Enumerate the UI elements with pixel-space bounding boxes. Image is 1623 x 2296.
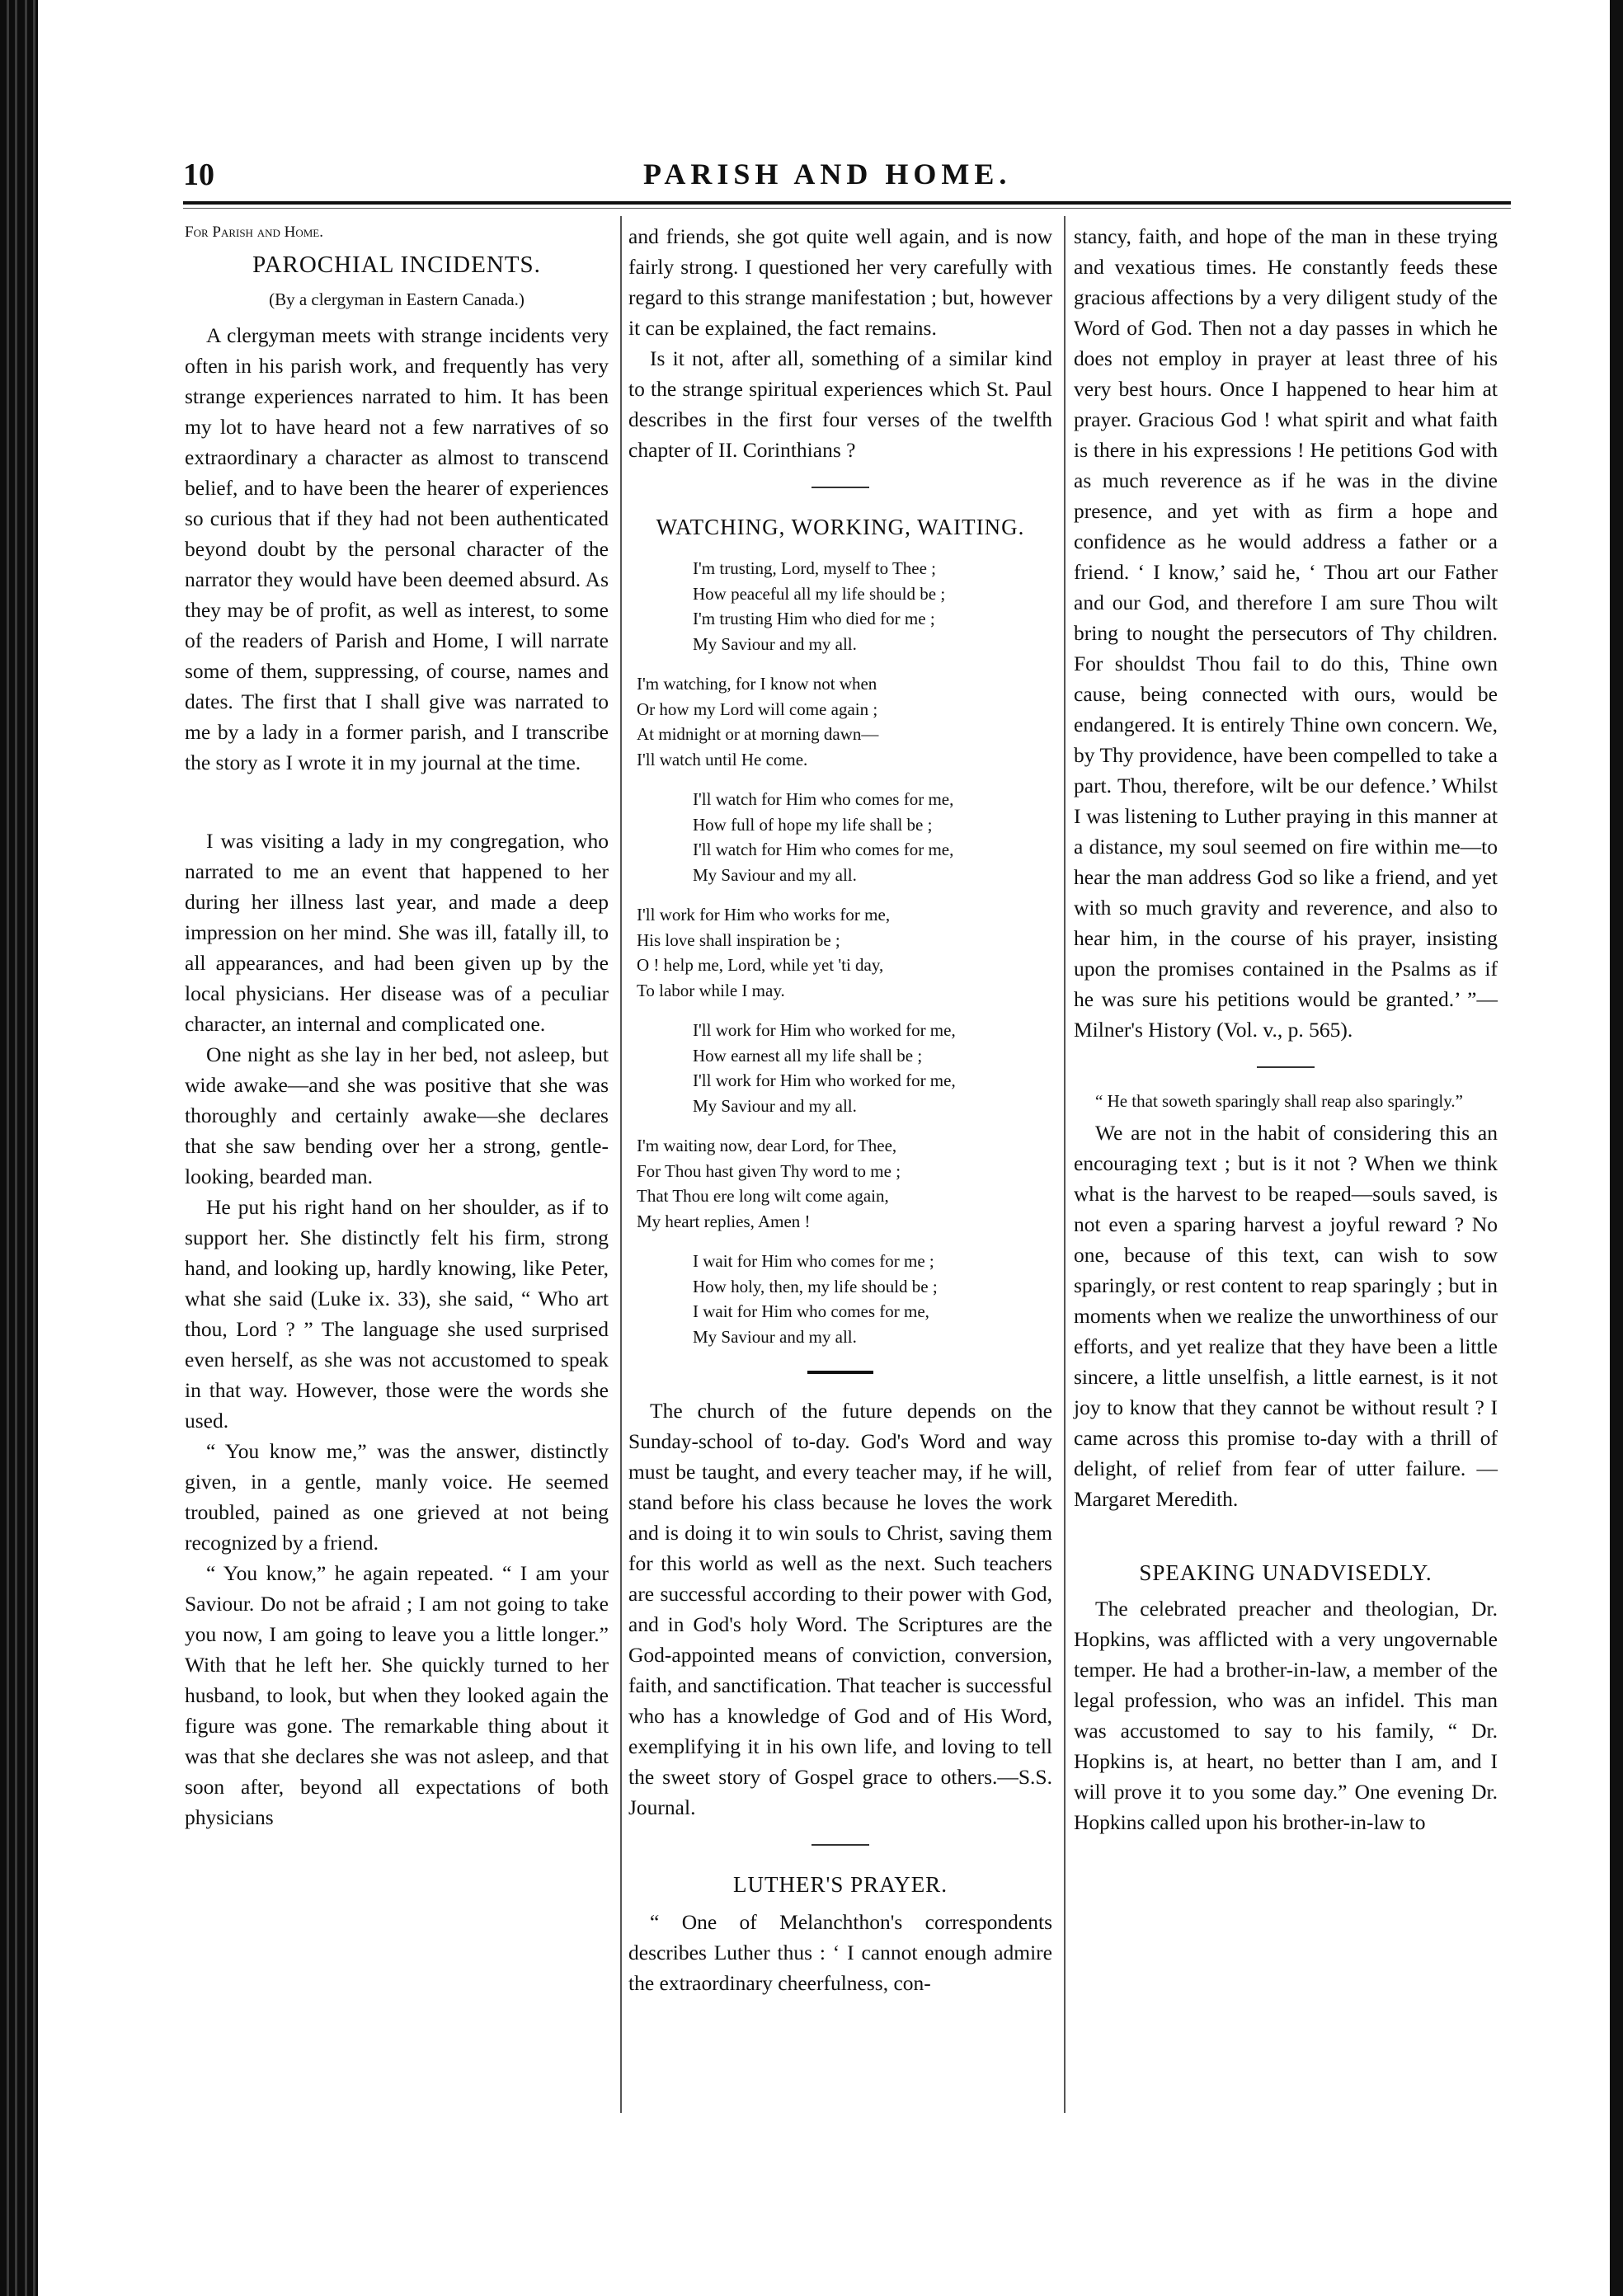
column-rule-1: [620, 216, 622, 2113]
poem-stanza: I'm watching, for I know not when Or how my Lord will come again ; At midnight or at morning dawn— I'll watch until He come.: [637, 674, 879, 769]
article-title: PAROCHIAL INCIDENTS.: [252, 252, 541, 278]
paragraph: Is it not, after all, something of a similar kind to the strange spiritual experiences which St. Paul describes in the first four verses of the twelfth chapter of II. Corinthians ?: [628, 346, 1052, 462]
column-2: [628, 221, 1052, 1998]
poem-stanza: I'm waiting now, dear Lord, for Thee, For Thou hast given Thy word to me ; That Thou ere long wilt come again, My heart replies, Amen !: [637, 1136, 901, 1231]
article-source: For Parish and Home.: [185, 223, 323, 241]
section-divider: [807, 1371, 873, 1374]
scan-binding-edge: [0, 0, 38, 2296]
poem-title: WATCHING, WORKING, WAITING.: [656, 515, 1025, 539]
article-subtitle: (By a clergyman in Eastern Canada.): [269, 289, 525, 309]
running-head: PARISH AND HOME.: [643, 158, 1012, 191]
section-divider: [1257, 1066, 1315, 1068]
paragraph: I was visiting a lady in my congregation, who narrated to me an event that happened to her during her illness last year, and made a deep impression on her mind. She was ill, fatally ill, to all appearances, and had been given up by the local physicians. Her disease was of a peculiar character, an internal and complicated one.: [185, 829, 609, 1036]
page-number: 10: [183, 158, 214, 192]
paragraph: The celebrated preacher and theologian, Dr. Hopkins, was afflicted with a very ungovernable temper. He had a brother-in-law, a member of the legal profession, who was an infidel. This man was accustomed to say to his family, “ Dr. Hopkins is, at heart, no better than I am, and I will prove it to you some day.” One evening Dr. Hopkins called upon his brother-in-law to: [1074, 1597, 1498, 1834]
section-divider: [812, 487, 869, 488]
scan-right-edge: [1610, 0, 1623, 2296]
column-1: [185, 221, 609, 1833]
column-3: [1074, 221, 1498, 1837]
poem-stanza: I'll watch for Him who comes for me, How full of hope my life shall be ; I'll watch for Him who comes for me, My Saviour and my all.: [693, 789, 954, 885]
paragraph: The church of the future depends on the Sunday-school of to-day. God's Word and way must be taught, and every teacher may, if he will, stand before his class because he loves the work and is doing it to win souls to Christ, saving them for this world as well as the next. Such teachers are successful according to their power with God, and in God's holy Word. The Scriptures are the God-appointed means of conviction, conversion, faith, and sanctification. That teacher is successful who has a knowledge of God and of His Word, exemplifying it in his own life, and loving to tell the sweet story of Gospel grace to others.—S.S. Journal.: [628, 1399, 1052, 1819]
paragraph: One night as she lay in her bed, not asleep, but wide awake—and she was positive that she was thoroughly and certainly awake—she declares that she saw bending over her a strong, gentle-looking, bearded man.: [185, 1042, 609, 1188]
paragraph: A clergyman meets with strange incidents very often in his parish work, and frequently has very strange experiences narrated to him. It has been my lot to have heard not a few narratives of so extraordinary a character as almost to transcend belief, and to have been the hearer of experiences so curious that if they had not been authenticated beyond doubt by the personal character of the narrator they would have been deemed absurd. As they may be of profit, as well as interest, to some of the readers of Parish and Home, I will narrate some of them, suppressing, of course, names and dates. The first that I shall give was narrated to me by a lady in a former parish, and I transcribe the story as I wrote it in my journal at the time.: [185, 323, 609, 774]
column-rule-2: [1064, 216, 1066, 2113]
paragraph: “ You know,” he again repeated. “ I am your Saviour. Do not be afraid ; I am not going to take you now, I am going to leave you a little longer.” With that he left her. She quickly turned to her husband, to look, but when they looked again the figure was gone. The remarkable thing about it was that she declares she was not asleep, and that soon after, beyond all expectations of both physicians: [185, 1561, 609, 1829]
epigraph: “ He that soweth sparingly shall reap also sparingly.”: [1095, 1091, 1463, 1111]
article-title: SPEAKING UNADVISEDLY.: [1139, 1560, 1432, 1585]
poem-stanza: I'll work for Him who worked for me, How earnest all my life shall be ; I'll work for Him who worked for me, My Saviour and my all.: [693, 1020, 956, 1116]
poem-stanza: I'm trusting, Lord, myself to Thee ; How peaceful all my life should be ; I'm trusting Him who died for me ; My Saviour and my all.: [693, 558, 946, 654]
poem-stanza: I'll work for Him who works for me, His love shall inspiration be ; O ! help me, Lord, while yet 'ti day, To labor while I may.: [637, 905, 891, 1000]
section-divider: [812, 1844, 869, 1846]
paragraph: We are not in the habit of considering this an encouraging text ; but is it not ? When we think what is the harvest to be reaped—souls saved, is not even a sparing harvest a joyful reward ? No one, because of this text, can wish to sow sparingly, or rest content to reap sparingly ; but in moments when we realize the unworthiness of our efforts, and yet realize that they have been a little sincere, a little unselfish, a little earnest, is it not joy to know that they cannot be without result ? I came across this promise to-day with a thrill of delight, of relief from fear of utter failure. —Margaret Meredith.: [1074, 1121, 1498, 1511]
paragraph: “ One of Melanchthon's correspondents describes Luther thus : ‘ I cannot enough admire the extraordinary cheerfulness, con-: [628, 1910, 1052, 1995]
poem-stanza: I wait for Him who comes for me ; How holy, then, my life should be ; I wait for Him who comes for me, My Saviour and my all.: [693, 1251, 938, 1347]
paragraph: He put his right hand on her shoulder, as if to support her. She distinctly felt his firm, strong hand, and looking up, hardly knowing, like Peter, what she said (Luke ix. 33), she said, “ Who art thou, Lord ? ” The language she used surprised even herself, as she was not accustomed to speak in that way. However, those were the words she used.: [185, 1195, 609, 1433]
paragraph: stancy, faith, and hope of the man in these trying and vexatious times. He constantly feeds these gracious affections by a very diligent study of the Word of God. Then not a day passes in which he does not employ in prayer at least three of his very best hours. Once I happened to hear him at prayer. Gracious God ! what spirit and what faith is there in his expressions ! He petitions God with as much reverence as if he was in the divine presence, and yet with as firm a hope and confidence as he would address a father or a friend. ‘ I know,’ said he, ‘ Thou art our Father and our God, and therefore I am sure Thou wilt bring to nought the persecutors of Thy children. For shouldst Thou fail to do this, Thine own cause, being connected with ours, would be endangered. It is entirely Thine own concern. We, by Thy providence, have been compelled to take a part. Thou, therefore, wilt be our defence.’ Whilst I was listening to Luther praying in this manner at a distance, my soul seemed on fire within me—to hear the man address God so like a friend, and yet with so much gravity and reverence, and also to hear him, in the course of his prayer, insisting upon the promises contained in the Psalms as if he was sure his petitions would be granted.’ ”—Milner's History (Vol. v., p. 565).: [1074, 224, 1498, 1042]
header-rule: [183, 201, 1511, 205]
header-rule-thin: [183, 208, 1511, 209]
article-title: LUTHER'S PRAYER.: [733, 1872, 948, 1897]
paragraph: “ You know me,” was the answer, distinctly given, in a gentle, manly voice. He seemed troubled, pained as one grieved at not being recognized by a friend.: [185, 1439, 609, 1555]
poem: [628, 556, 1052, 1349]
paragraph: and friends, she got quite well again, and is now fairly strong. I questioned her very carefully with regard to this strange manifestation ; but, however it can be explained, the fact remains.: [628, 224, 1052, 340]
